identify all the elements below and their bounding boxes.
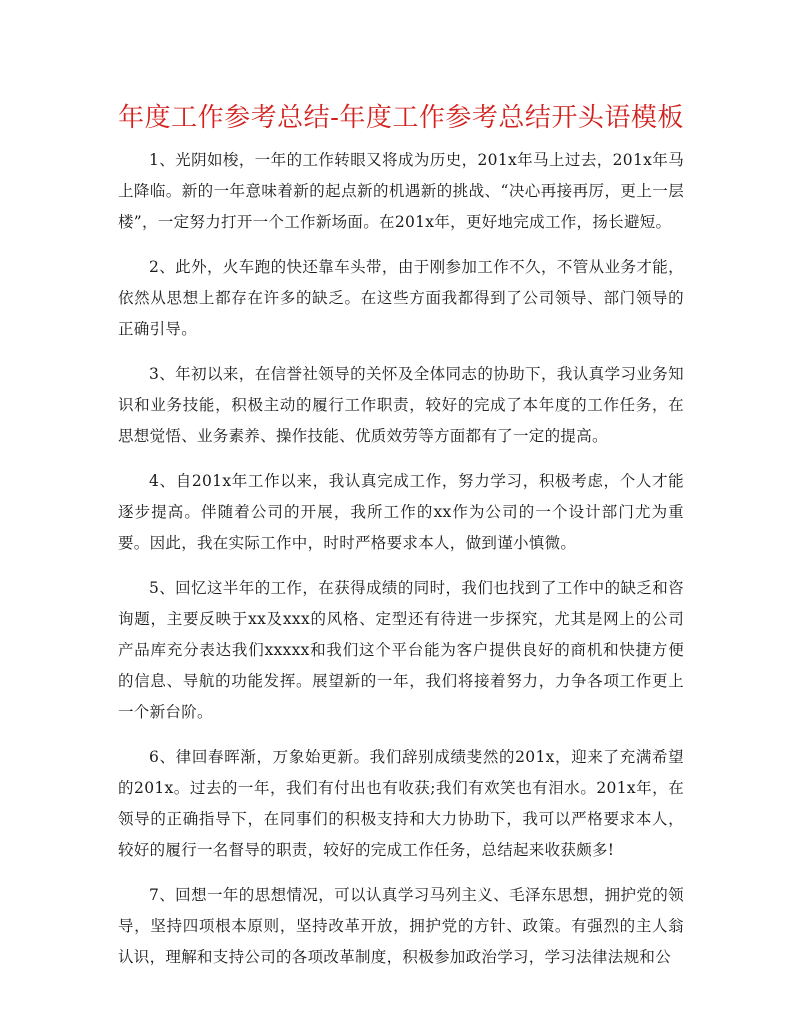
paragraph-3: 3、年初以来，在信誉社领导的关怀及全体同志的协助下，我认真学习业务知识和业务技能，积极主动的履行工作职责，较好的完成了本年度的工作任务，在思想觉悟、业务素养、操作技能、优质效劳等方面都有了一定的提高。 [118, 365, 684, 445]
paragraph-1: 1、光阴如梭，一年的工作转眼又将成为历史，201x年马上过去，201x年马上降临。新的一年意味着新的起点新的机遇新的挑战、“决心再接再厉，更上一层楼”，一定努力打开一个工作新场面。在201x年，更好地完成工作，扬长避短。 [118, 151, 684, 231]
document-page [118, 96, 684, 987]
paragraph-4: 4、自201x年工作以来，我认真完成工作，努力学习，积极考虑，个人才能逐步提高。伴随着公司的开展，我所工作的xx作为公司的一个设计部门尤为重要。因此，我在实际工作中，时时严格要求本人，做到谨小慎微。 [118, 472, 684, 552]
paragraph-6: 6、律回春晖渐，万象始更新。我们辞别成绩斐然的201x，迎来了充满希望的201x。过去的一年，我们有付出也有收获;我们有欢笑也有泪水。201x年，在领导的正确指导下，在同事们的积极支持和大力协助下，我可以严格要求本人，较好的履行一名督导的职责，较好的完成工作任务，总结起来收获颇多! [118, 748, 684, 859]
paragraph-7: 7、回想一年的思想情况，可以认真学习马列主义、毛泽东思想，拥护党的领导，坚持四项根本原则，坚持改革开放，拥护党的方针、政策。有强烈的主人翁认识，理解和支持公司的各项改革制度，积极参加政治学习，学习法律法规和公 [118, 886, 684, 966]
document-title: 年度工作参考总结-年度工作参考总结开头语模板 [118, 103, 684, 133]
paragraph-2: 2、此外，火车跑的快还靠车头带，由于刚参加工作不久，不管从业务才能，依然从思想上都存在许多的缺乏。在这些方面我都得到了公司领导、部门领导的正确引导。 [118, 258, 684, 338]
paragraph-5: 5、回忆这半年的工作，在获得成绩的同时，我们也找到了工作中的缺乏和咨询题，主要反映于xx及xxx的风格、定型还有待进一步探究，尤其是网上的公司产品库充分表达我们xxxxx和我们这个平台能为客户提供良好的商机和快捷方便的信息、导航的功能发挥。展望新的一年，我们将接着努力，力争各项工作更上一个新台阶。 [118, 579, 684, 721]
